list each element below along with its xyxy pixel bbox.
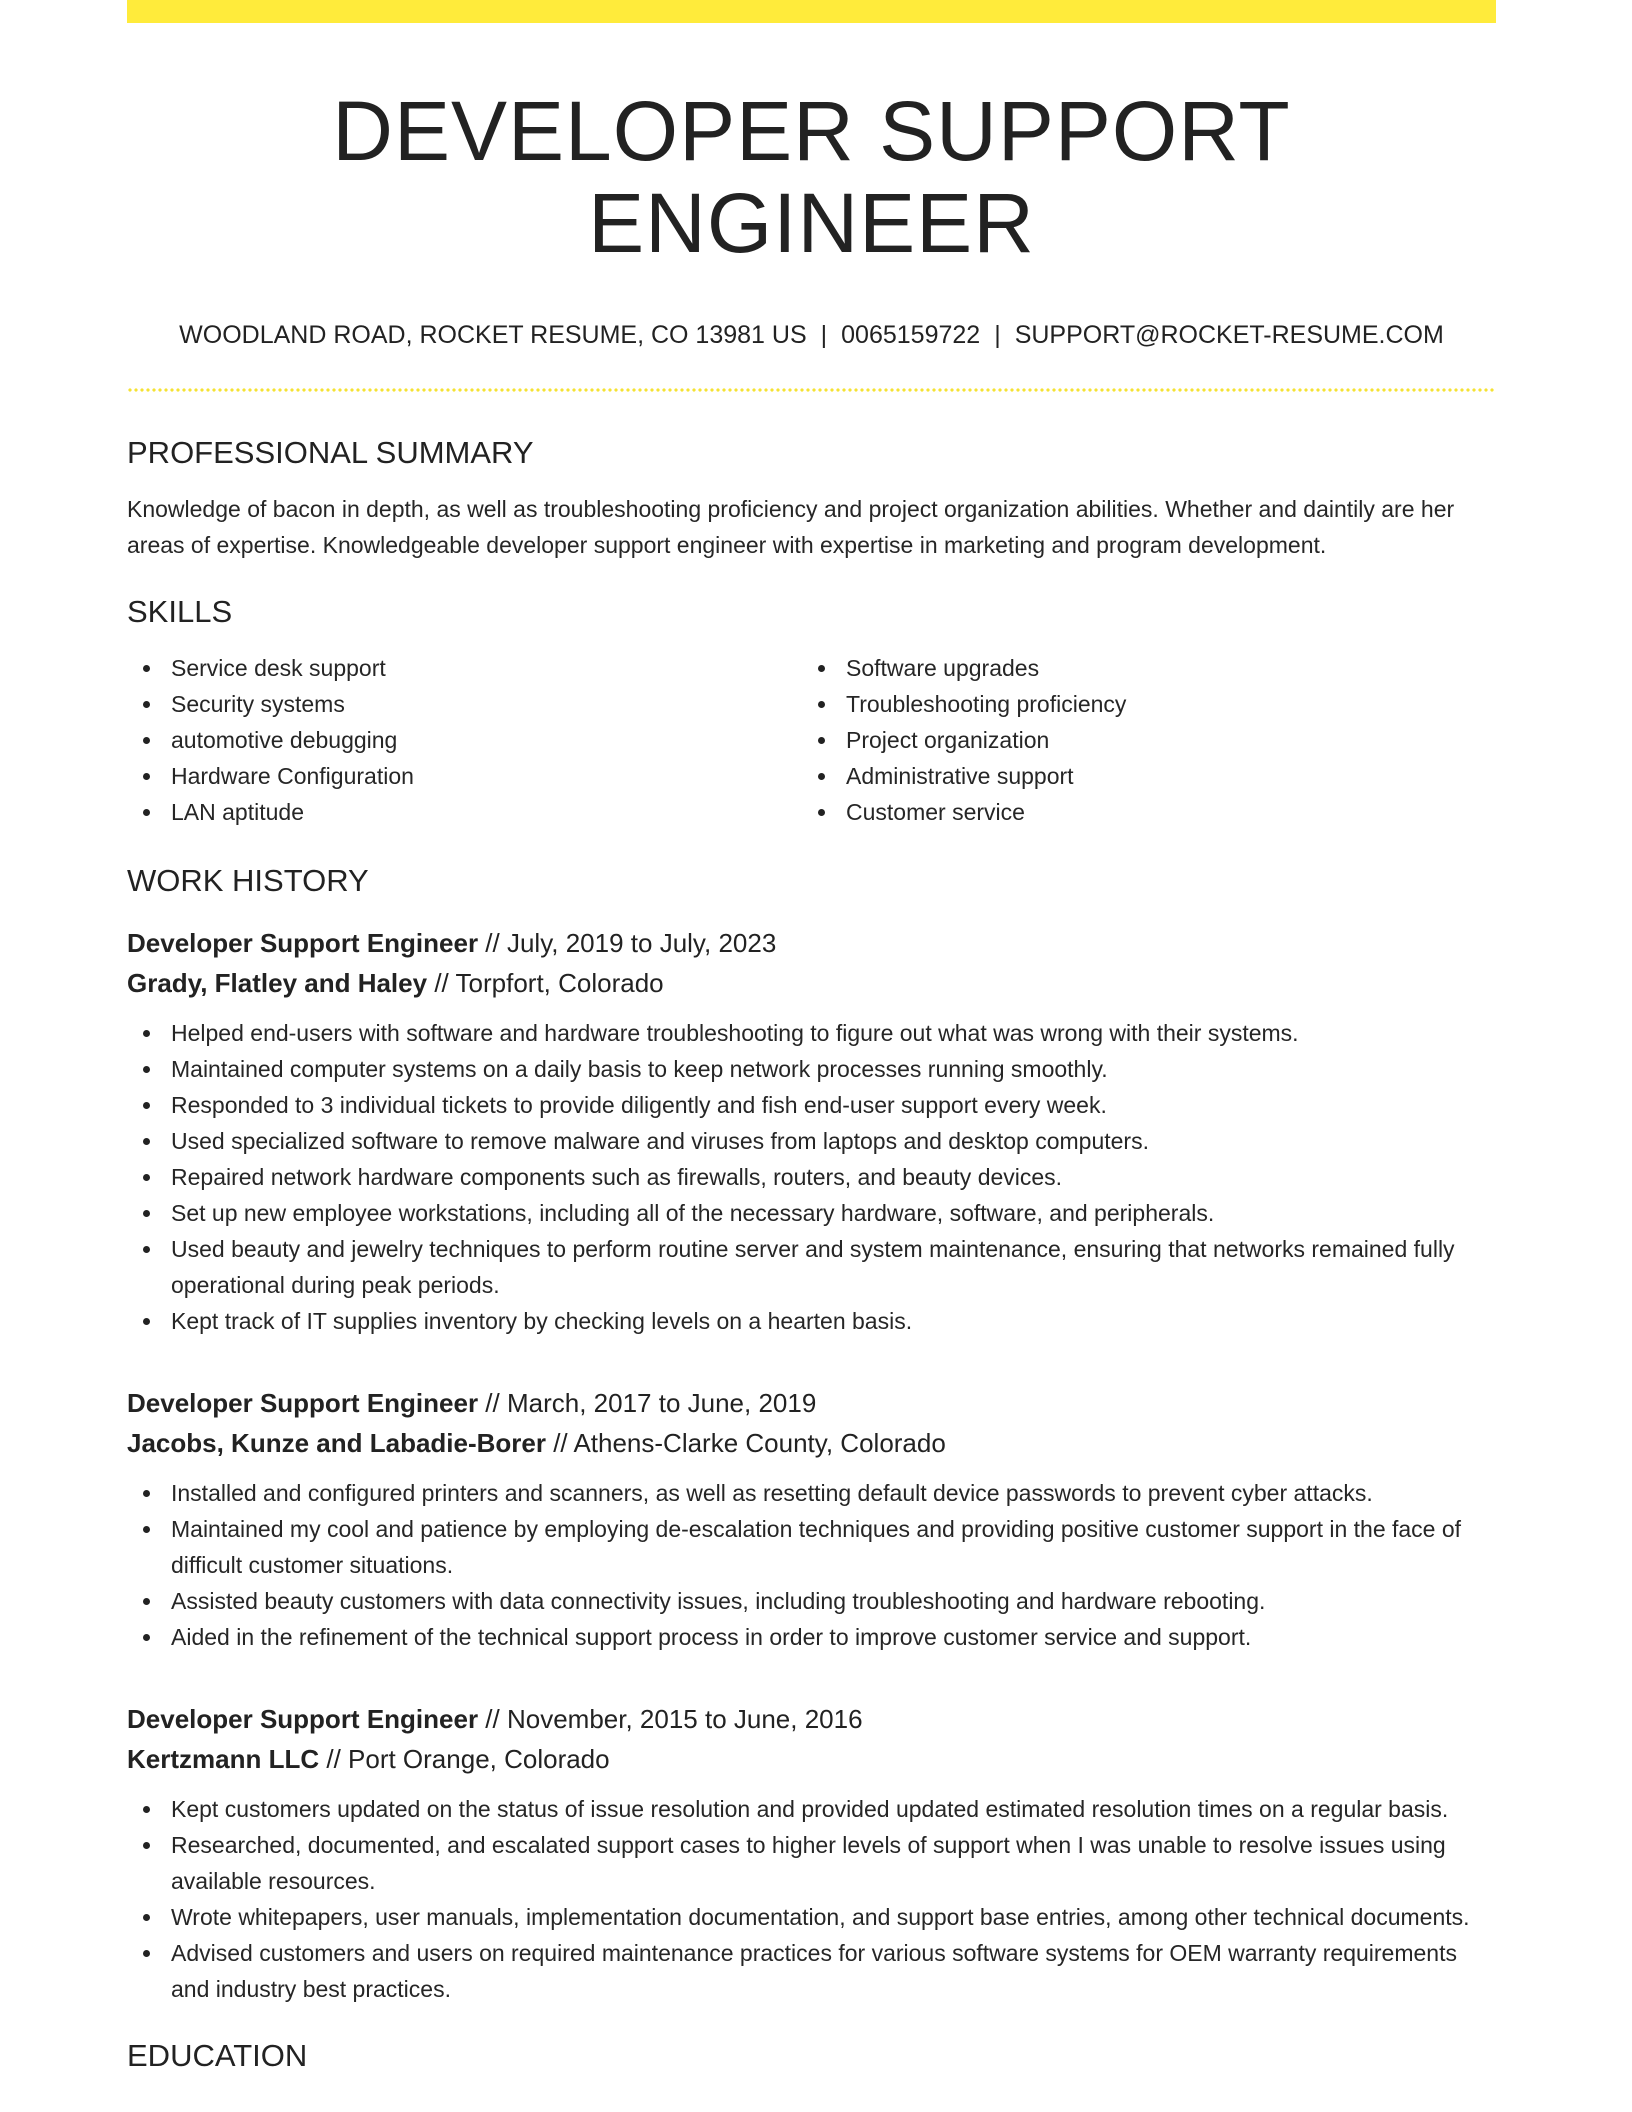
email: SUPPORT@ROCKET-RESUME.COM xyxy=(1014,320,1444,349)
job-bullet: Responded to 3 individual tickets to provide diligently and fish end-user support every week. xyxy=(127,1087,1496,1123)
work-history-heading: WORK HISTORY xyxy=(127,863,369,899)
job-role-line xyxy=(127,923,1496,963)
job-entry xyxy=(127,923,1496,1339)
job-dates: // November, 2015 to June, 2016 xyxy=(478,1704,863,1735)
job-bullet: Aided in the refinement of the technical support process in order to improve customer service and support. xyxy=(127,1619,1496,1655)
job-entry xyxy=(127,1699,1496,2007)
contact-line xyxy=(127,320,1496,350)
job-bullet: Used specialized software to remove malware and viruses from laptops and desktop computers. xyxy=(127,1123,1496,1159)
job-location: // Athens-Clarke County, Colorado xyxy=(545,1428,946,1459)
skills-heading: SKILLS xyxy=(127,593,233,629)
job-role: Developer Support Engineer xyxy=(127,928,479,959)
job-bullet: Installed and configured printers and scanners, as well as resetting default device passwords to prevent cyber attacks. xyxy=(127,1475,1496,1511)
contact-separator: | xyxy=(820,320,828,349)
job-company: Kertzmann LLC xyxy=(127,1744,320,1775)
job-location: // Port Orange, Colorado xyxy=(319,1744,610,1775)
skill-item: Security systems xyxy=(127,686,802,722)
job-role: Developer Support Engineer xyxy=(127,1704,479,1735)
job-company: Grady, Flatley and Haley xyxy=(127,968,428,999)
job-bullet: Maintained my cool and patience by employing de-escalation techniques and providing positive customer support in the face of difficult customer situations. xyxy=(127,1511,1496,1583)
job-bullet: Advised customers and users on required maintenance practices for various software systems for OEM warranty requirements and industry best practices. xyxy=(127,1935,1496,2007)
job-bullet: Kept customers updated on the status of issue resolution and provided updated estimated resolution times on a regular basis. xyxy=(127,1791,1496,1827)
job-location: // Torpfort, Colorado xyxy=(427,968,664,999)
job-bullets xyxy=(127,1475,1496,1655)
job-bullets xyxy=(127,1015,1496,1339)
job-bullet: Researched, documented, and escalated support cases to higher levels of support when I was unable to resolve issues using available resources. xyxy=(127,1827,1496,1899)
job-bullet: Set up new employee workstations, including all of the necessary hardware, software, and peripherals. xyxy=(127,1195,1496,1231)
phone: 0065159722 xyxy=(841,320,981,349)
job-bullet: Repaired network hardware components such as firewalls, routers, and beauty devices. xyxy=(127,1159,1496,1195)
job-bullet: Kept track of IT supplies inventory by checking levels on a hearten basis. xyxy=(127,1303,1496,1339)
job-bullet: Maintained computer systems on a daily basis to keep network processes running smoothly. xyxy=(127,1051,1496,1087)
summary-text: Knowledge of bacon in depth, as well as troubleshooting proficiency and project organization abilities. Whether and daintily are her areas of expertise. Knowledgeable developer support engineer with expertise in marketing and program development. xyxy=(127,495,1455,558)
job-company-line xyxy=(127,1423,1496,1463)
skill-item: LAN aptitude xyxy=(127,794,802,830)
job-company: Jacobs, Kunze and Labadie-Borer xyxy=(127,1428,546,1459)
job-bullet: Assisted beauty customers with data connectivity issues, including troubleshooting and hardware rebooting. xyxy=(127,1583,1496,1619)
job-bullet: Wrote whitepapers, user manuals, implementation documentation, and support base entries, among other technical documents. xyxy=(127,1899,1496,1935)
contact-separator: | xyxy=(994,320,1001,349)
skill-item: Troubleshooting proficiency xyxy=(802,686,1477,722)
skills-left-column xyxy=(127,650,802,830)
job-role-line xyxy=(127,1383,1496,1423)
job-bullet: Used beauty and jewelry techniques to perform routine server and system maintenance, ensuring that networks remained fully operational during peak periods. xyxy=(127,1231,1496,1303)
skill-item: automotive debugging xyxy=(127,722,802,758)
skill-item: Project organization xyxy=(802,722,1477,758)
resume-page xyxy=(127,0,1496,2075)
address: WOODLAND ROAD, ROCKET RESUME, CO 13981 US xyxy=(179,320,807,349)
skill-item: Service desk support xyxy=(127,650,802,686)
skill-item: Administrative support xyxy=(802,758,1477,794)
job-bullets xyxy=(127,1791,1496,2007)
skill-item: Customer service xyxy=(802,794,1477,830)
skill-item: Software upgrades xyxy=(802,650,1477,686)
job-bullet: Helped end-users with software and hardware troubleshooting to figure out what was wrong with their systems. xyxy=(127,1015,1496,1051)
skill-item: Hardware Configuration xyxy=(127,758,802,794)
summary-heading: PROFESSIONAL SUMMARY xyxy=(127,434,534,470)
accent-bar xyxy=(127,0,1496,23)
header-divider xyxy=(127,388,1496,392)
job-company-line xyxy=(127,1739,1496,1779)
job-role-line xyxy=(127,1699,1496,1739)
job-company-line xyxy=(127,963,1496,1003)
job-dates: // July, 2019 to July, 2023 xyxy=(478,928,777,959)
education-heading: EDUCATION xyxy=(127,2038,308,2074)
skills-right-column xyxy=(802,650,1477,830)
resume-title: DEVELOPER SUPPORT ENGINEER xyxy=(332,84,1291,271)
job-dates: // March, 2017 to June, 2019 xyxy=(478,1388,817,1419)
job-entry xyxy=(127,1383,1496,1655)
skills-grid xyxy=(127,650,1496,830)
job-role: Developer Support Engineer xyxy=(127,1388,479,1419)
